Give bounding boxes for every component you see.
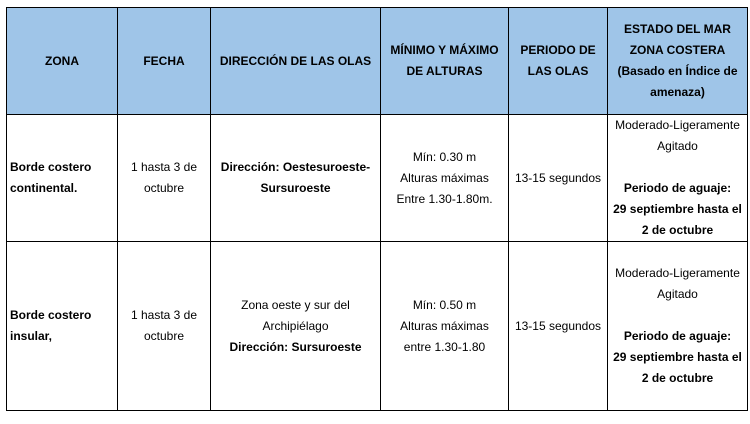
cell-direccion (211, 242, 381, 411)
cell-fecha: 1 hasta 3 de octubre (118, 115, 211, 242)
aguaje-fechas: 29 septiembre hasta el 2 de octubre (613, 202, 742, 237)
header-direccion: DIRECCIÓN DE LAS OLAS (211, 8, 381, 115)
altura-range: Entre 1.30-1.80m. (396, 191, 493, 206)
altura-min: Mín: 0.30 m (412, 149, 477, 164)
header-zona: ZONA (7, 8, 118, 115)
direccion-text: Zona oeste y sur del Archipiélago (241, 297, 350, 333)
estado-text: Moderado-Ligeramente Agitado (615, 266, 740, 301)
aguaje-label: Periodo de aguaje: (623, 181, 732, 195)
header-fecha: FECHA (118, 8, 211, 115)
cell-estado (608, 242, 748, 411)
header-estado: ESTADO DEL MAR ZONA COSTERA (Basado en Índice de amenaza) (608, 8, 748, 115)
cell-estado (608, 115, 748, 242)
altura-max-label: Alturas máximas (400, 318, 489, 333)
header-row (7, 8, 748, 115)
cell-alturas (381, 242, 509, 411)
cell-periodo: 13-15 segundos (509, 115, 608, 242)
cell-fecha: 1 hasta 3 de octubre (118, 242, 211, 411)
cell-zona: Borde costero continental. (7, 115, 118, 242)
direccion-bold: Dirección: Sursuroeste (229, 339, 362, 354)
cell-alturas (381, 115, 509, 242)
header-alturas: MÍNIMO Y MÁXIMO DE ALTURAS (381, 8, 509, 115)
table-row (7, 115, 748, 242)
aguaje-fechas: 29 septiembre hasta el 2 de octubre (613, 350, 742, 385)
aguaje-label: Periodo de aguaje: (623, 329, 732, 343)
header-periodo: PERIODO DE LAS OLAS (509, 8, 608, 115)
wave-forecast-table (6, 7, 748, 411)
cell-periodo: 13-15 segundos (509, 242, 608, 411)
altura-max-label: Alturas máximas (400, 170, 489, 185)
direccion-bold: Dirección: Oestesuroeste-Sursuroeste (220, 160, 371, 195)
cell-direccion (211, 115, 381, 242)
estado-text: Moderado-Ligeramente Agitado (615, 118, 740, 153)
altura-range: entre 1.30-1.80 (403, 339, 486, 354)
cell-zona: Borde costero insular, (7, 242, 118, 411)
table-row (7, 242, 748, 411)
altura-min: Mín: 0.50 m (412, 297, 477, 312)
